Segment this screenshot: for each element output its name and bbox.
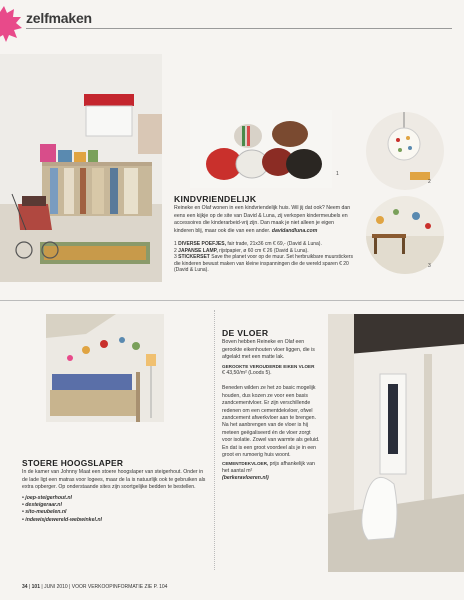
photo-number: 3: [428, 263, 431, 269]
header-rule: [26, 28, 452, 29]
link-item[interactable]: • joep-steigerhout.nl: [22, 494, 72, 501]
link-item[interactable]: • indewisjdewereld-webwinkel.nl: [22, 516, 102, 523]
issue-number: 101: [31, 584, 40, 590]
sales-reference: VOOR VERKOOPINFORMATIE ZIE P. 104: [71, 584, 168, 590]
lamp-photo: [366, 112, 444, 190]
caption-item: 2 JAPANSE LAMP, rijstpapier, ø 60 cm € 26 (David & Luna).: [174, 247, 309, 254]
kindvriendelijk-heading: KINDVRIENDELIJK: [174, 194, 257, 204]
column-divider: [214, 310, 215, 570]
link-item[interactable]: • sito-meubelen.nl: [22, 509, 67, 516]
vloer-body: Beneden wilden ze het zo basic mogelijk houden, dus kozen ze voor een basis zandcementvloer. Er zijn verschillende redenen om een cementdekvloer, ofwel zandcement afwerkvloer aan te brengen. Na het aanbrengen van de vloer is hij meteen geëgaliseerd én de vloer zorgt voor isolatie. Zowel van warmte als geluid. En dat is een groot voordeel als je in een groot en rumoerig huis woont.: [222, 385, 320, 459]
vloer-product-label: GEROOKTE VEROUDERDE EIKEN VLOER: [222, 363, 315, 369]
kindvriendelijk-body: Reineke en Olaf wonen in een kindvriendelijk huis. Wil jij dat ook? Neem dan eens een kijkje op de site van David & Luna, zij verkopen kindermeubels en accessoires die kinderarbeid-vrij zijn. Dan maak je niet alleen je eigen kinderen blij, maar ook die van een ander. davidandluna.com: [174, 205, 351, 234]
living-room-photo: [0, 54, 162, 282]
hoogslaper-heading: STOERE HOOGSLAPER: [22, 458, 124, 468]
photo-number: 1: [336, 171, 339, 177]
page-number: 34: [22, 584, 28, 590]
vloer-cement-source: (berkeravloeren.nl): [222, 475, 269, 482]
hoogslaper-body: In de kamer van Johnny Maat een stoere hoogslaper van steigerhout. Onder in de lade ligt een matras voor logees, maar de la is natuurlijk ook te gebruiken als extra opberger. Op onderstaande sites zijn soortgelijke bedden te bestellen.: [22, 469, 206, 491]
caption-item: 1 DIVERSE POEFJES, fair trade, 21x36 cm € 69,- (David & Luna).: [174, 241, 322, 248]
product-captions: [174, 241, 354, 274]
pink-burst-icon: [0, 6, 22, 42]
hoogslaper-links: [22, 495, 208, 525]
vloer-product-price: € 43,50/m² (Loods 5).: [222, 370, 272, 377]
stickerset-photo: [366, 196, 444, 274]
kindvriendelijk-url: davidandluna.com: [271, 227, 318, 234]
vloer-article: [222, 330, 322, 483]
vloer-heading: DE VLOER: [222, 328, 269, 338]
hallway-photo: [328, 314, 464, 572]
section-divider: [0, 300, 464, 301]
vloer-intro: Boven hebben Reineke en Olaf een gerookte eikenhouten vloer liggen, die is afgelakt met een matte lak.: [222, 339, 315, 361]
loft-bed-photo: [46, 314, 164, 422]
kindvriendelijk-article: [174, 196, 354, 274]
page-footer: 34 | 101 | JUNI 2010 | VOOR VERKOOPINFORMATIE ZIE P. 104: [22, 584, 168, 590]
vloer-cement: CEMENTDEKVLOER, prijs afhankelijk van het aantal m²: [222, 460, 315, 474]
hoogslaper-article: [22, 460, 208, 524]
caption-item: 3 STICKERSET Save the planet voor op de muur. Set herbruikbare muurstickers die kinderen bewust maken van kleine inspanningen die de wereld sparen € 20 (David & Luna).: [174, 254, 353, 274]
photo-number: 2: [428, 179, 431, 185]
link-item[interactable]: • desteigeraar.nl: [22, 502, 62, 509]
section-title: zelfmaken: [26, 10, 92, 26]
issue-date: JUNI 2010: [44, 584, 68, 590]
poufs-photo: [190, 110, 332, 188]
